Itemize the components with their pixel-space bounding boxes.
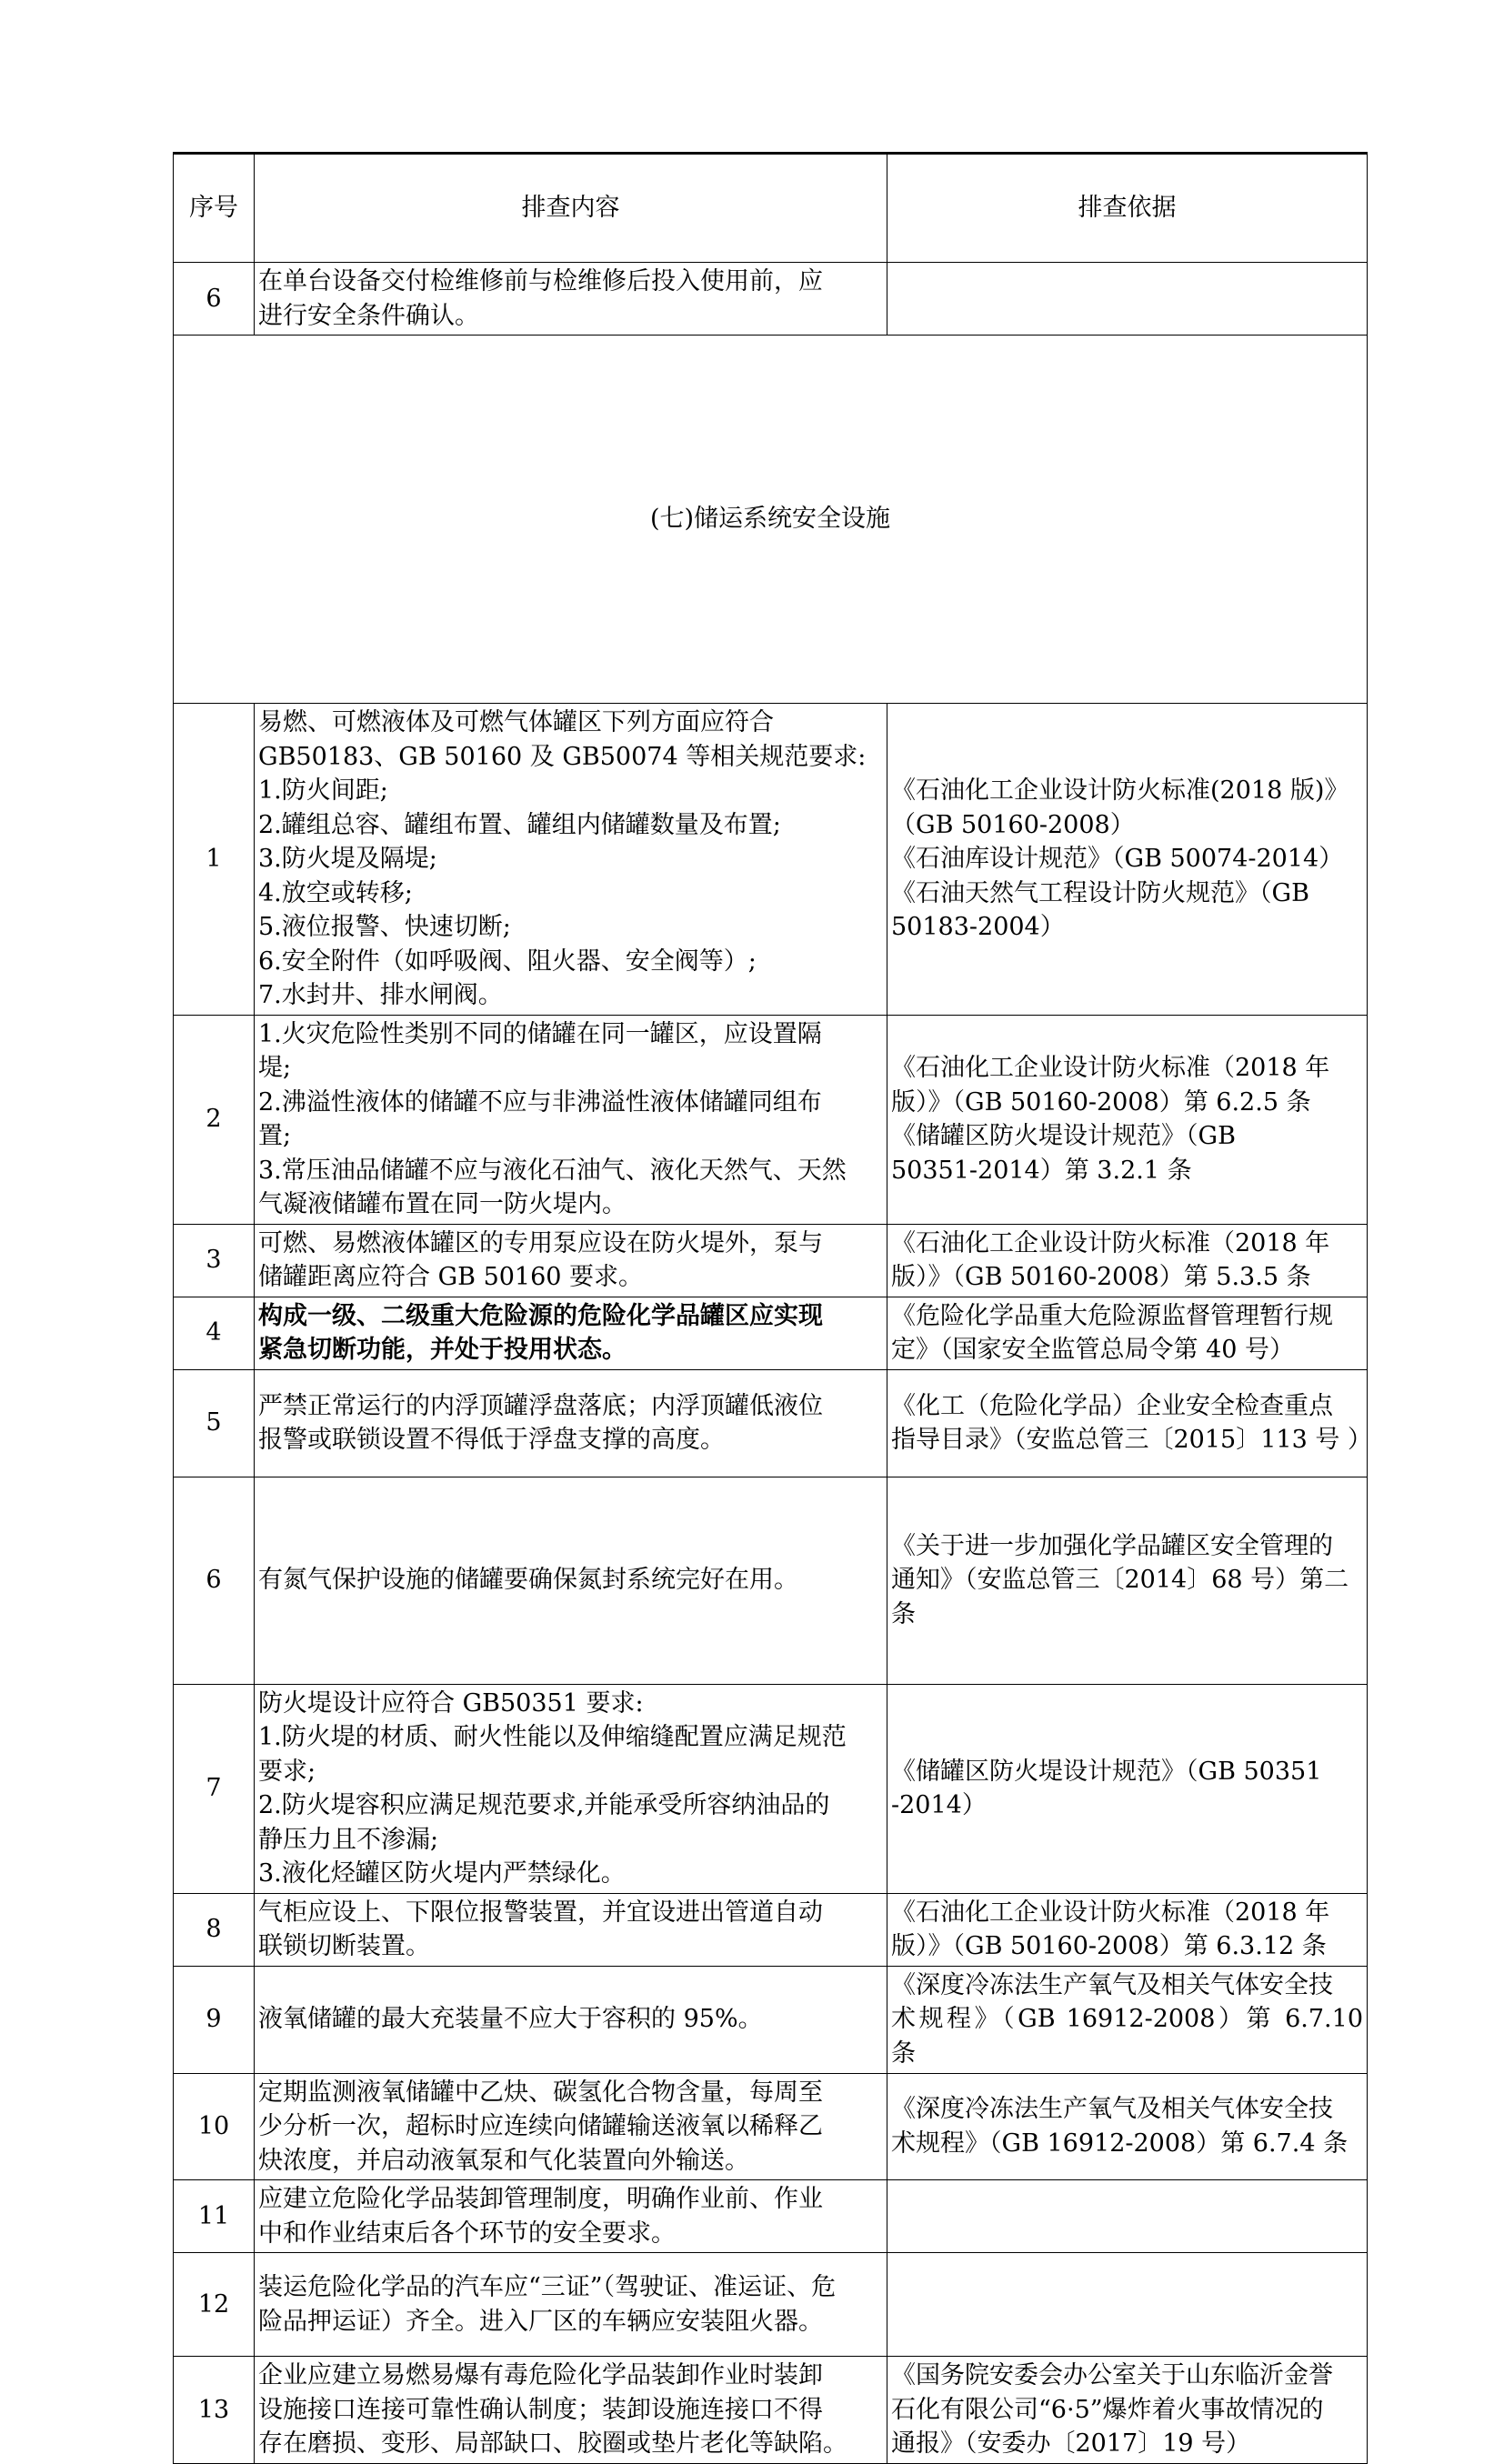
row-number: 6 — [174, 263, 255, 336]
content-line: 进行安全条件确认。 — [258, 301, 479, 330]
content-line: 气柜应设上、下限位报警装置，并宜设进出管道自动 — [258, 1898, 823, 1927]
row-number: 7 — [174, 1684, 255, 1893]
basis-line: 《深度冷冻法生产氧气及相关气体安全技 — [891, 2095, 1333, 2124]
content-line: 气凝液储罐布置在同一防火堤内。 — [258, 1190, 627, 1218]
inspection-table — [173, 152, 1372, 2464]
row-number: 8 — [174, 1893, 255, 1966]
content-line: 1.防火堤的材质、耐火性能以及伸缩缝配置应满足规范 — [258, 1723, 847, 1751]
table-row — [174, 1224, 1368, 1297]
table-row — [174, 2357, 1368, 2464]
content-line: 联锁切断装置。 — [258, 1932, 430, 1960]
row-number: 10 — [174, 2073, 255, 2180]
basis-cell — [887, 1224, 1368, 1297]
basis-line: 《关于进一步加强化学品罐区安全管理的 — [891, 1531, 1333, 1560]
basis-line: 《深度冷冻法生产氧气及相关气体安全技 — [891, 1970, 1333, 1999]
basis-line: 《储罐区防火堤设计规范》（GB 50351 — [891, 1757, 1322, 1786]
row-number: 4 — [174, 1297, 255, 1369]
basis-line: 条 — [891, 1599, 916, 1628]
basis-cell — [887, 1369, 1372, 1477]
content-line: 液氧储罐的最大充装量不应大于容积的 95%。 — [258, 2005, 763, 2034]
basis-line: 《储罐区防火堤设计规范》（GB — [891, 1122, 1236, 1150]
content-line: 炔浓度，并启动液氧泵和气化装置向外输送。 — [258, 2146, 749, 2175]
content-line: 1.火灾危险性类别不同的储罐在同一罐区，应设置隔 — [258, 1019, 822, 1048]
content-line: 紧急切断功能，并处于投用状态。 — [258, 1336, 627, 1364]
basis-cell — [887, 1684, 1368, 1893]
basis-line: 《化工（危险化学品）企业安全检查重点 — [891, 1391, 1333, 1420]
header-basis: 排查依据 — [887, 154, 1368, 263]
header-no: 序号 — [174, 154, 255, 263]
table-row — [174, 1015, 1368, 1224]
content-cell — [255, 1015, 887, 1224]
basis-line: 《石油天然气工程设计防火规范》（GB — [891, 878, 1309, 907]
table-row — [174, 263, 1368, 336]
content-line: 易燃、可燃液体及可燃气体罐区下列方面应符合 — [258, 708, 774, 736]
content-line: 少分析一次，超标时应连续向储罐输送液氧以稀释乙 — [258, 2112, 823, 2140]
basis-line: 指导目录》（安监总管三〔2015〕113 号 ） — [891, 1426, 1372, 1454]
basis-cell — [887, 2357, 1368, 2464]
content-line: 构成一级、二级重大危险源的危险化学品罐区应实现 — [258, 1301, 823, 1330]
content-line: 应建立危险化学品装卸管理制度，明确作业前、作业 — [258, 2185, 823, 2213]
content-line: 防火堤设计应符合 GB50351 要求: — [258, 1688, 644, 1718]
table-row — [174, 1369, 1368, 1477]
content-line: 3.常压油品储罐不应与液化石油气、液化天然气、天然 — [258, 1156, 847, 1185]
content-line: 存在磨损、变形、局部缺口、胶圈或垫片老化等缺陷。 — [258, 2429, 847, 2458]
basis-line: 定》（国家安全监管总局令第 40 号） — [891, 1336, 1295, 1364]
basis-line: 《石油化工企业设计防火标准（2018 年 — [891, 1228, 1330, 1257]
header-content: 排查内容 — [255, 154, 887, 263]
table-row — [174, 1297, 1368, 1369]
basis-line: 版）》（GB 50160-2008）第 6.3.12 条 — [891, 1932, 1327, 1960]
table-row — [174, 1477, 1368, 1684]
basis-cell — [887, 263, 1368, 336]
table-row — [174, 2253, 1368, 2357]
row-number: 5 — [174, 1369, 255, 1477]
content-cell — [255, 704, 887, 1016]
content-line: 4.放空或转移; — [258, 878, 413, 907]
content-line: 7.水封井、排水闸阀。 — [258, 981, 503, 1009]
content-line: 设施接口连接可靠性确认制度；装卸设施连接口不得 — [258, 2395, 823, 2424]
content-cell — [255, 1684, 887, 1893]
basis-line: 石化有限公司“6·5”爆炸着火事故情况的 — [891, 2395, 1324, 2424]
content-line: 装运危险化学品的汽车应“三证”（驾驶证、准运证、危 — [258, 2273, 837, 2301]
row-number: 1 — [174, 704, 255, 1016]
row-number: 9 — [174, 1966, 255, 2073]
content-line: 定期监测液氧储罐中乙炔、碳氢化合物含量，每周至 — [258, 2078, 823, 2107]
basis-line: 版）》（GB 50160-2008）第 6.2.5 条 — [891, 1087, 1311, 1117]
basis-line: 版）》（GB 50160-2008）第 5.3.5 条 — [891, 1263, 1311, 1291]
basis-line: 50183-2004） — [891, 913, 1065, 941]
row-number: 11 — [174, 2180, 255, 2253]
basis-cell — [887, 1297, 1368, 1369]
table-row — [174, 1893, 1368, 1966]
content-line: 2.罐组总容、罐组布置、罐组内储罐数量及布置; — [258, 810, 781, 839]
section-title: (七)储运系统安全设施 — [174, 336, 1368, 704]
section-row — [174, 336, 1368, 704]
basis-line: 《国务院安委会办公室关于山东临沂金誉 — [891, 2361, 1333, 2389]
content-line: 静压力且不渗漏; — [258, 1825, 439, 1854]
content-cell — [255, 1369, 887, 1477]
content-line: 要求; — [258, 1757, 316, 1786]
content-line: 中和作业结束后各个环节的安全要求。 — [258, 2219, 676, 2248]
content-line: 2.沸溢性液体的储罐不应与非沸溢性液体储罐同组布 — [258, 1087, 822, 1117]
basis-line: 《危险化学品重大危险源监督管理暂行规 — [891, 1301, 1333, 1330]
content-cell — [255, 263, 887, 336]
row-number: 12 — [174, 2253, 255, 2357]
content-line: 2.防火堤容积应满足规范要求,并能承受所容纳油品的 — [258, 1791, 830, 1819]
content-cell — [255, 1224, 887, 1297]
basis-line: -2014） — [891, 1791, 987, 1819]
basis-cell — [887, 704, 1368, 1016]
row-number: 3 — [174, 1224, 255, 1297]
row-number: 6 — [174, 1477, 255, 1684]
content-line: 6.安全附件（如呼吸阀、阻火器、安全阀等）; — [258, 947, 757, 976]
row-number: 2 — [174, 1015, 255, 1224]
header-row — [174, 154, 1368, 263]
content-line: 报警或联锁设置不得低于浮盘支撑的高度。 — [258, 1426, 725, 1454]
content-line: 在单台设备交付检维修前与检维修后投入使用前，应 — [258, 267, 823, 295]
basis-cell — [887, 1477, 1368, 1684]
content-line: 5.液位报警、快速切断; — [258, 913, 511, 941]
table-row — [174, 704, 1368, 1016]
basis-cell — [887, 2180, 1368, 2253]
content-line: 置; — [258, 1122, 292, 1150]
content-cell — [255, 1297, 887, 1369]
table-body — [174, 154, 1372, 2464]
basis-line: 术规程》（GB 16912-2008）第 6.7.4 条 — [891, 2128, 1349, 2158]
content-line: 严禁正常运行的内浮顶罐浮盘落底；内浮顶罐低液位 — [258, 1391, 823, 1420]
basis-line: 《石油化工企业设计防火标准（2018 年 — [891, 1054, 1330, 1082]
basis-cell — [887, 1893, 1368, 1966]
basis-line: 通知》（安监总管三〔2014〕68 号）第二 — [891, 1566, 1349, 1595]
basis-line: 《石油化工企业设计防火标准(2018 版)》 — [891, 776, 1349, 805]
content-line: 可燃、易燃液体罐区的专用泵应设在防火堤外，泵与 — [258, 1228, 823, 1257]
content-cell — [255, 2180, 887, 2253]
content-cell — [255, 1966, 887, 2073]
content-cell — [255, 1477, 887, 1684]
content-line: 3.液化烃罐区防火堤内严禁绿化。 — [258, 1859, 626, 1888]
content-line: GB50183、GB 50160 及 GB50074 等相关规范要求: — [258, 742, 867, 771]
content-line: 1.防火间距; — [258, 776, 388, 805]
content-cell — [255, 1893, 887, 1966]
basis-line: 术规程》（GB 16912-2008）第 6.7.10 条 — [891, 2005, 1363, 2068]
basis-line: 通报》（安委办〔2017〕19 号） — [891, 2429, 1251, 2458]
basis-line: （GB 50160-2008） — [891, 810, 1135, 839]
basis-cell — [887, 1966, 1368, 2073]
content-line: 3.防火堤及隔堤; — [258, 845, 437, 873]
table-row — [174, 1684, 1368, 1893]
content-line: 险品押运证）齐全。进入厂区的车辆应安装阻火器。 — [258, 2307, 823, 2336]
content-cell — [255, 2357, 887, 2464]
row-number: 13 — [174, 2357, 255, 2464]
content-cell — [255, 2253, 887, 2357]
table-row — [174, 2180, 1368, 2253]
content-line: 企业应建立易燃易爆有毒危险化学品装卸作业时装卸 — [258, 2361, 823, 2389]
basis-cell — [887, 1015, 1368, 1224]
basis-line: 《石油库设计规范》（GB 50074-2014） — [891, 845, 1344, 873]
basis-line: 《石油化工企业设计防火标准（2018 年 — [891, 1898, 1330, 1927]
basis-line: 50351-2014）第 3.2.1 条 — [891, 1156, 1192, 1185]
basis-cell — [887, 2253, 1368, 2357]
content-line: 储罐距离应符合 GB 50160 要求。 — [258, 1263, 644, 1291]
content-line: 有氮气保护设施的储罐要确保氮封系统完好在用。 — [258, 1566, 798, 1595]
content-line: 堤; — [258, 1054, 292, 1082]
table-row — [174, 1966, 1368, 2073]
